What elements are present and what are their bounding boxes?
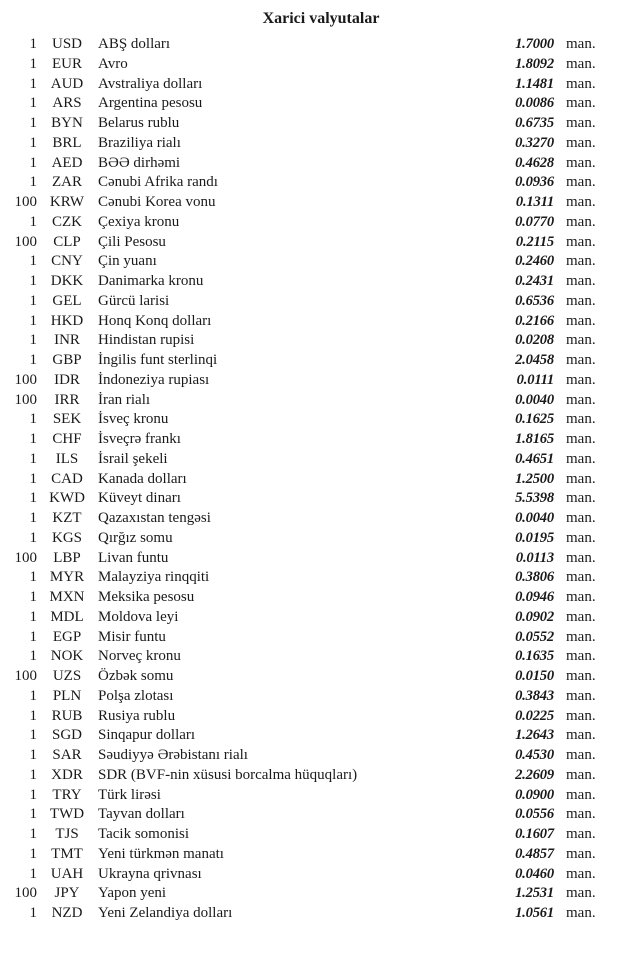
quantity-cell: 1 (29, 806, 37, 823)
quantity-cell: 1 (29, 292, 37, 309)
rate-cell: 0.0552 (515, 628, 554, 645)
currency-name-cell: Misir funtu (98, 628, 166, 645)
rate-cell: 0.0113 (515, 549, 554, 566)
currency-name-cell: Polşa zlotası (98, 687, 174, 704)
rate-cell: 0.3843 (515, 687, 554, 704)
currency-code-cell: KGS (51, 529, 82, 546)
rate-cell: 0.4857 (515, 845, 554, 862)
table-row (0, 410, 620, 430)
quantity-cell: 1 (29, 115, 37, 131)
unit-cell: man. (566, 194, 596, 210)
currency-name-cell: Cənubi Korea vonu (98, 194, 216, 210)
unit-cell: man. (566, 371, 596, 388)
table-row (0, 94, 620, 114)
unit-cell: man. (566, 628, 596, 645)
quantity-cell: 1 (29, 510, 37, 526)
currency-code-cell: XDR (51, 766, 83, 783)
quantity-cell: 1 (29, 470, 37, 487)
unit-cell: man. (566, 845, 596, 862)
currency-code-cell: LBP (53, 549, 81, 566)
rate-cell: 1.2531 (515, 885, 554, 902)
rate-cell: 2.0458 (515, 352, 554, 368)
currency-name-cell: Gürcü larisi (98, 292, 170, 309)
unit-cell: man. (566, 589, 596, 605)
currency-code-cell: MDL (50, 608, 84, 625)
table-row (0, 154, 620, 174)
table-row (0, 292, 620, 312)
table-row (0, 509, 620, 529)
table-row (0, 549, 620, 569)
unit-cell: man. (566, 549, 596, 566)
currency-code-cell: USD (51, 36, 82, 52)
currency-code-cell: INR (54, 332, 80, 349)
table-row (0, 766, 620, 786)
quantity-cell: 1 (29, 134, 37, 151)
table-row (0, 391, 620, 411)
currency-name-cell: Livan funtu (98, 549, 169, 566)
table-row (0, 35, 620, 55)
currency-name-cell: İsveçrə frankı (98, 431, 181, 447)
rate-cell: 1.8092 (515, 55, 554, 72)
quantity-cell: 1 (29, 174, 37, 191)
currency-code-cell: CAD (51, 470, 83, 487)
quantity-cell: 1 (29, 273, 37, 289)
quantity-cell: 1 (29, 648, 37, 665)
quantity-cell: 1 (29, 213, 37, 230)
currency-code-cell: BRL (52, 134, 82, 151)
currency-code-cell: ARS (52, 95, 82, 112)
rate-cell: 0.0111 (516, 371, 554, 388)
rate-cell: 0.2166 (515, 312, 554, 329)
table-row (0, 233, 620, 253)
currency-code-cell: AUD (50, 75, 84, 92)
currency-name-cell: Türk lirəsi (98, 786, 161, 803)
quantity-cell: 1 (29, 55, 37, 72)
currency-code-cell: PLN (52, 687, 82, 704)
table-row (0, 588, 620, 608)
currency-code-cell: CZK (52, 213, 82, 230)
currency-code-cell: KWD (49, 490, 85, 507)
rate-cell: 1.0561 (515, 905, 554, 921)
quantity-cell: 1 (29, 411, 37, 428)
currency-name-cell: Rusiya rublu (98, 707, 176, 724)
unit-cell: man. (566, 352, 596, 368)
quantity-cell: 1 (29, 154, 37, 171)
currency-table (0, 35, 620, 924)
quantity-cell: 1 (29, 727, 37, 744)
currency-code-cell: SEK (52, 411, 82, 428)
quantity-cell: 1 (29, 253, 37, 270)
table-row (0, 805, 620, 825)
table-row (0, 75, 620, 95)
currency-name-cell: Moldova leyi (98, 608, 179, 625)
currency-name-cell: Qazaxıstan tengəsi (98, 510, 211, 526)
unit-cell: man. (566, 648, 596, 665)
currency-name-cell: Hindistan rupisi (98, 332, 195, 349)
table-row (0, 193, 620, 213)
table-row (0, 726, 620, 746)
currency-name-cell: Avro (98, 55, 128, 72)
currency-name-cell: Avstraliya dolları (98, 75, 203, 92)
rate-cell: 0.0946 (515, 589, 554, 605)
currency-code-cell: CNY (51, 253, 83, 270)
currency-name-cell: Belarus rublu (98, 115, 180, 131)
rate-cell: 0.3806 (515, 569, 554, 586)
currency-code-cell: KRW (49, 194, 85, 210)
rate-cell: 0.0900 (515, 786, 554, 803)
quantity-cell: 1 (29, 36, 37, 52)
quantity-cell: 100 (14, 391, 37, 408)
currency-name-cell: İsveç kronu (98, 411, 169, 428)
rate-cell: 0.0208 (515, 332, 554, 349)
table-row (0, 371, 620, 391)
unit-cell: man. (566, 905, 596, 921)
unit-cell: man. (566, 134, 596, 151)
currency-name-cell: Özbək somu (98, 668, 174, 684)
unit-cell: man. (566, 608, 596, 625)
rate-cell: 0.0902 (515, 608, 554, 625)
currency-name-cell: Çexiya kronu (98, 213, 180, 230)
table-row (0, 904, 620, 924)
table-row (0, 746, 620, 766)
currency-name-cell: Çin yuanı (98, 253, 157, 270)
currency-name-cell: Yeni Zelandiya dolları (98, 905, 233, 921)
currency-code-cell: BYN (51, 115, 83, 131)
table-row (0, 114, 620, 134)
currency-name-cell: Yeni türkmən manatı (98, 845, 224, 862)
currency-code-cell: IRR (54, 391, 80, 408)
currency-code-cell: SAR (52, 747, 82, 763)
quantity-cell: 100 (14, 668, 37, 684)
currency-name-cell: İndoneziya rupiası (98, 371, 210, 388)
unit-cell: man. (566, 450, 596, 467)
currency-name-cell: Danimarka kronu (98, 273, 204, 289)
currency-code-cell: HKD (50, 312, 84, 329)
unit-cell: man. (566, 569, 596, 586)
quantity-cell: 1 (29, 569, 37, 586)
unit-cell: man. (566, 865, 596, 882)
quantity-cell: 1 (29, 628, 37, 645)
quantity-cell: 1 (29, 786, 37, 803)
currency-code-cell: TMT (51, 845, 83, 862)
currency-name-cell: ABŞ dolları (98, 36, 171, 52)
quantity-cell: 1 (29, 75, 37, 92)
unit-cell: man. (566, 292, 596, 309)
currency-code-cell: ZAR (52, 174, 82, 191)
unit-cell: man. (566, 470, 596, 487)
unit-cell: man. (566, 786, 596, 803)
unit-cell: man. (566, 885, 596, 902)
quantity-cell: 1 (29, 352, 37, 368)
unit-cell: man. (566, 75, 596, 92)
quantity-cell: 1 (29, 431, 37, 447)
table-row (0, 608, 620, 628)
table-row (0, 628, 620, 648)
table-row (0, 707, 620, 727)
table-row (0, 173, 620, 193)
unit-cell: man. (566, 431, 596, 447)
currency-code-cell: GBP (52, 352, 82, 368)
rate-cell: 0.0040 (515, 391, 554, 408)
currency-code-cell: JPY (54, 885, 80, 902)
rate-cell: 1.2643 (515, 727, 554, 744)
currency-name-cell: İsrail şekeli (98, 450, 168, 467)
quantity-cell: 1 (29, 490, 37, 507)
unit-cell: man. (566, 213, 596, 230)
currency-name-cell: Norveç kronu (98, 648, 181, 665)
currency-name-cell: Qırğız somu (98, 529, 173, 546)
unit-cell: man. (566, 332, 596, 349)
currency-name-cell: Argentina pesosu (98, 95, 203, 112)
currency-name-cell: Çili Pesosu (98, 233, 166, 250)
rate-cell: 0.2460 (515, 253, 554, 270)
currency-name-cell: Yapon yeni (98, 885, 167, 902)
quantity-cell: 1 (29, 95, 37, 112)
quantity-cell: 1 (29, 608, 37, 625)
table-row (0, 647, 620, 667)
table-row (0, 55, 620, 75)
currency-name-cell: Malayziya rinqqiti (98, 569, 210, 586)
rate-cell: 0.2431 (515, 273, 554, 289)
currency-code-cell: KZT (52, 510, 82, 526)
currency-name-cell: Kanada dolları (98, 470, 187, 487)
currency-code-cell: NZD (51, 905, 83, 921)
quantity-cell: 100 (14, 371, 37, 388)
currency-code-cell: SGD (51, 727, 82, 744)
rate-cell: 0.3270 (515, 134, 554, 151)
unit-cell: man. (566, 115, 596, 131)
currency-name-cell: Braziliya rialı (98, 134, 181, 151)
rate-cell: 0.0556 (515, 806, 554, 823)
rate-cell: 0.2115 (515, 233, 554, 250)
table-row (0, 450, 620, 470)
rate-cell: 0.4628 (515, 154, 554, 171)
currency-code-cell: MYR (49, 569, 85, 586)
quantity-cell: 1 (29, 747, 37, 763)
unit-cell: man. (566, 253, 596, 270)
currency-name-cell: Meksika pesosu (98, 589, 195, 605)
rate-cell: 0.6536 (515, 292, 554, 309)
table-row (0, 529, 620, 549)
quantity-cell: 100 (14, 549, 37, 566)
unit-cell: man. (566, 233, 596, 250)
quantity-cell: 1 (29, 312, 37, 329)
rate-cell: 0.1607 (515, 826, 554, 842)
currency-name-cell: BƏƏ dirhəmi (98, 154, 181, 171)
table-row (0, 331, 620, 351)
table-row (0, 351, 620, 371)
quantity-cell: 1 (29, 826, 37, 842)
quantity-cell: 1 (29, 766, 37, 783)
rate-cell: 1.8165 (515, 431, 554, 447)
quantity-cell: 1 (29, 332, 37, 349)
rate-cell: 0.0460 (515, 865, 554, 882)
unit-cell: man. (566, 766, 596, 783)
currency-name-cell: İngilis funt sterlinqi (98, 352, 218, 368)
currency-name-cell: Küveyt dinarı (98, 490, 181, 507)
unit-cell: man. (566, 36, 596, 52)
rate-cell: 0.4530 (515, 747, 554, 763)
quantity-cell: 100 (14, 885, 37, 902)
table-row (0, 687, 620, 707)
currency-name-cell: Ukrayna qrivnası (98, 865, 202, 882)
currency-code-cell: CLP (53, 233, 81, 250)
currency-code-cell: UZS (52, 668, 82, 684)
currency-name-cell: SDR (BVF-nin xüsusi borcalma hüquqları) (98, 766, 358, 783)
quantity-cell: 1 (29, 845, 37, 862)
quantity-cell: 100 (14, 194, 37, 210)
currency-name-cell: İran rialı (98, 391, 151, 408)
quantity-cell: 100 (14, 233, 37, 250)
currency-name-cell: Cənubi Afrika randı (98, 174, 218, 191)
currency-code-cell: DKK (50, 273, 84, 289)
table-row (0, 568, 620, 588)
unit-cell: man. (566, 668, 596, 684)
currency-name-cell: Səudiyyə Ərəbistanı rialı (98, 747, 248, 763)
table-row (0, 884, 620, 904)
currency-name-cell: Tacik somonisi (98, 826, 190, 842)
quantity-cell: 1 (29, 529, 37, 546)
table-row (0, 865, 620, 885)
rate-cell: 0.1625 (515, 411, 554, 428)
quantity-cell: 1 (29, 589, 37, 605)
unit-cell: man. (566, 174, 596, 191)
rate-cell: 0.0040 (515, 510, 554, 526)
unit-cell: man. (566, 154, 596, 171)
rate-cell: 0.4651 (515, 450, 554, 467)
rate-cell: 0.6735 (515, 115, 554, 131)
unit-cell: man. (566, 806, 596, 823)
currency-code-cell: ILS (55, 450, 79, 467)
rate-cell: 0.0936 (515, 174, 554, 191)
unit-cell: man. (566, 707, 596, 724)
rate-cell: 2.2609 (515, 766, 554, 783)
currency-name-cell: Tayvan dolları (98, 806, 185, 823)
unit-cell: man. (566, 95, 596, 112)
unit-cell: man. (566, 826, 596, 842)
unit-cell: man. (566, 391, 596, 408)
table-row (0, 470, 620, 490)
unit-cell: man. (566, 411, 596, 428)
currency-name-cell: Sinqapur dolları (98, 727, 196, 744)
rate-cell: 1.2500 (515, 470, 554, 487)
table-row (0, 213, 620, 233)
page-title: Xarici valyutalar (262, 10, 380, 27)
currency-code-cell: EUR (52, 55, 82, 72)
table-row (0, 825, 620, 845)
currency-name-cell: Honq Konq dolları (98, 312, 212, 329)
table-row (0, 845, 620, 865)
rate-cell: 0.0086 (515, 95, 554, 112)
currency-code-cell: UAH (50, 865, 84, 882)
quantity-cell: 1 (29, 865, 37, 882)
currency-code-cell: TRY (52, 786, 82, 803)
currency-code-cell: TJS (55, 826, 79, 842)
unit-cell: man. (566, 747, 596, 763)
unit-cell: man. (566, 687, 596, 704)
unit-cell: man. (566, 312, 596, 329)
rate-cell: 0.0195 (515, 529, 554, 546)
currency-code-cell: AED (51, 154, 83, 171)
quantity-cell: 1 (29, 687, 37, 704)
currency-code-cell: GEL (52, 292, 82, 309)
unit-cell: man. (566, 490, 596, 507)
unit-cell: man. (566, 529, 596, 546)
table-row (0, 252, 620, 272)
currency-code-cell: TWD (49, 806, 85, 823)
unit-cell: man. (566, 727, 596, 744)
table-row (0, 489, 620, 509)
rate-cell: 1.7000 (515, 36, 554, 52)
table-row (0, 786, 620, 806)
unit-cell: man. (566, 55, 596, 72)
table-row (0, 430, 620, 450)
rate-cell: 0.1311 (515, 194, 554, 210)
rate-cell: 0.0770 (515, 213, 554, 230)
currency-code-cell: EGP (52, 628, 82, 645)
table-row (0, 312, 620, 332)
currency-code-cell: RUB (51, 707, 83, 724)
quantity-cell: 1 (29, 905, 37, 921)
currency-code-cell: MXN (49, 589, 85, 605)
rate-cell: 5.5398 (515, 490, 554, 507)
currency-code-cell: IDR (54, 371, 80, 388)
currency-code-cell: CHF (52, 431, 82, 447)
currency-code-cell: NOK (50, 648, 84, 665)
quantity-cell: 1 (29, 450, 37, 467)
table-row (0, 134, 620, 154)
rate-cell: 0.0225 (515, 707, 554, 724)
rate-cell: 0.1635 (515, 648, 554, 665)
unit-cell: man. (566, 273, 596, 289)
rate-cell: 1.1481 (515, 75, 554, 92)
table-row (0, 272, 620, 292)
table-row (0, 667, 620, 687)
quantity-cell: 1 (29, 707, 37, 724)
rate-cell: 0.0150 (515, 668, 554, 684)
unit-cell: man. (566, 510, 596, 526)
